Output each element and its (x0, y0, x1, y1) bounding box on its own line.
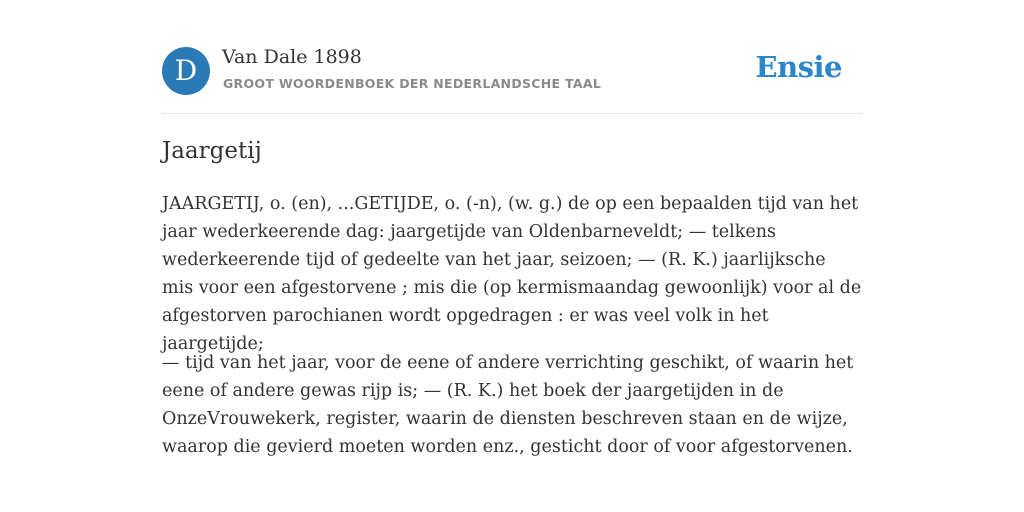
brand-logo[interactable]: Ensie (755, 50, 842, 84)
dictionary-card (162, 46, 862, 457)
definition-paragraph: — tijd van het jaar, voor de eene of andere verrichting geschikt, of waarin het eene of andere gewas rijp is; — (R. K.) het boek der jaargetijden in de OnzeVrouwekerk, register, waarin de diensten beschreven staan en de wijze, waarop die gevierd moeten worden enz., gesticht door of voor afgestorvenen. (162, 353, 854, 457)
source-subtitle: GROOT WOORDENBOEK DER NEDERLANDSCHE TAAL (223, 76, 602, 91)
entry-title: Jaargetij (162, 138, 262, 164)
source-title: Van Dale 1898 (222, 46, 362, 68)
definition-paragraph: JAARGETIJ, o. (en), ...GETIJDE, o. (-n), (w. g.) de op een bepaalden tijd van het jaar wederkeerende dag: jaargetijde van Oldenbarneveldt; — telkens wederkeerende tijd of gedeelte van het jaar, seizoen; — (R. K.) jaarlijksche mis voor een afgestorvene ; mis die (op kermismaandag gewoonlijk) voor al de afgestorven parochianen wordt opgedragen : er was veel volk in het jaargetijde; (162, 194, 862, 354)
divider (162, 113, 862, 114)
card-header (162, 46, 862, 96)
source-logo-icon: D (162, 47, 210, 95)
